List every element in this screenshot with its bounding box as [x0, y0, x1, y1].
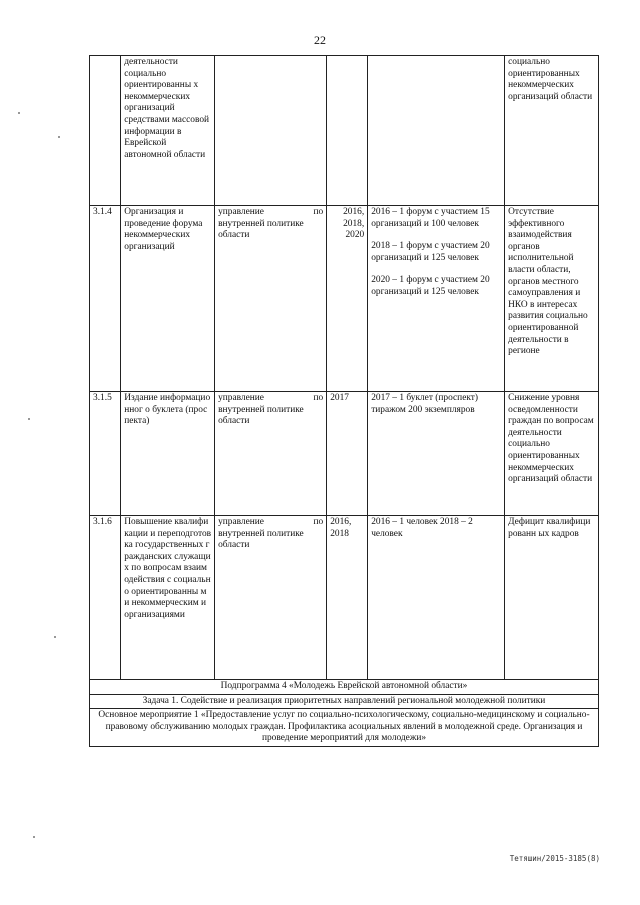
executor-rest: внутренней политике области	[218, 528, 304, 551]
indicators-cell	[368, 392, 505, 516]
executor-cell	[215, 516, 327, 680]
indicator-item: 2020 – 1 форум с участием 20 организаций и 125 человек	[371, 275, 490, 297]
executor-cell	[215, 206, 327, 392]
executor-word: по	[313, 393, 324, 403]
executor-word: управление	[218, 517, 264, 527]
activity-name: Повышение квалификации и переподготовка государственных гражданских служащих по вопросам взаимодействия с социально ориентированны ми некоммерческим и организациями	[121, 516, 215, 680]
activity-name: Издание информационног о буклета (проспекта)	[121, 392, 215, 516]
activities-table	[89, 55, 599, 747]
years-cell: 2016, 2018	[327, 516, 368, 680]
executor-word: управление	[218, 207, 264, 217]
indicator-item: 2017 – 1 буклет (проспект) тиражом 200 экземпляров	[371, 393, 479, 415]
subprogram-title: Подпрограмма 4 «Молодежь Еврейской автономной области»	[90, 680, 599, 695]
indicators-cell	[368, 516, 505, 680]
scan-speck	[18, 112, 20, 114]
scan-speck	[33, 836, 35, 838]
subprogram-row	[90, 680, 599, 695]
consequence-cell: Отсутствие эффективного взаимодействия органов исполнительной власти области, органов местного самоуправления и НКО в интересах развития социально ориентированной деятельности в регионе	[505, 206, 599, 392]
task-title: Задача 1. Содействие и реализация приоритетных направлений региональной молодежной политики	[90, 694, 599, 709]
executor-word: управление	[218, 393, 264, 403]
indicators-cell	[368, 206, 505, 392]
executor-word: по	[313, 517, 324, 527]
row-number	[90, 56, 121, 206]
indicator-item: 2018 – 1 форум с участием 20 организаций и 125 человек	[371, 241, 490, 263]
table-row	[90, 206, 599, 392]
row-number: 3.1.5	[90, 392, 121, 516]
executor-cell	[215, 56, 327, 206]
consequence-cell: социально ориентированных некоммерческих организаций области	[505, 56, 599, 206]
years-cell: 2016, 2018, 2020	[327, 206, 368, 392]
activity-name: деятельности социально ориентированны х некоммерческих организаций средствами массовой информации в Еврейской автономной области	[121, 56, 215, 206]
table-row	[90, 516, 599, 680]
consequence-cell: Снижение уровня осведомленности граждан по вопросам деятельности социально ориентированных некоммерческих организаций области	[505, 392, 599, 516]
years-cell	[327, 56, 368, 206]
scan-speck	[54, 636, 56, 638]
indicator-item: 2016 – 1 форум с участием 15 организаций и 100 человек	[371, 207, 490, 229]
table-row	[90, 392, 599, 516]
page-number: 22	[314, 33, 326, 47]
indicators-cell	[368, 56, 505, 206]
executor-word: по	[313, 207, 324, 217]
executor-cell	[215, 392, 327, 516]
consequence-cell: Дефицит квалифицированн ых кадров	[505, 516, 599, 680]
indicator-item: 2016 – 1 человек 2018 – 2 человек	[371, 517, 473, 539]
scan-speck	[58, 136, 60, 138]
document-footer: Тетяшин/2015-3185(8)	[509, 854, 600, 863]
row-number: 3.1.6	[90, 516, 121, 680]
task-row	[90, 694, 599, 709]
executor-rest: внутренней политике области	[218, 404, 304, 427]
years-cell: 2017	[327, 392, 368, 516]
activity-name: Организация и проведение форума некоммерческих организаций	[121, 206, 215, 392]
executor-rest: внутренней политике области	[218, 218, 304, 241]
table-row	[90, 56, 599, 206]
scan-speck	[28, 418, 30, 420]
row-number: 3.1.4	[90, 206, 121, 392]
main-activity-title: Основное мероприятие 1 «Предоставление услуг по социально-психологическому, социально-медицинскому и социально-правовому обслуживанию молодых граждан. Профилактика асоциальных явлений в молодежной среде. Организация и проведение мероприятий для молодежи»	[90, 709, 599, 747]
activity-row	[90, 709, 599, 747]
